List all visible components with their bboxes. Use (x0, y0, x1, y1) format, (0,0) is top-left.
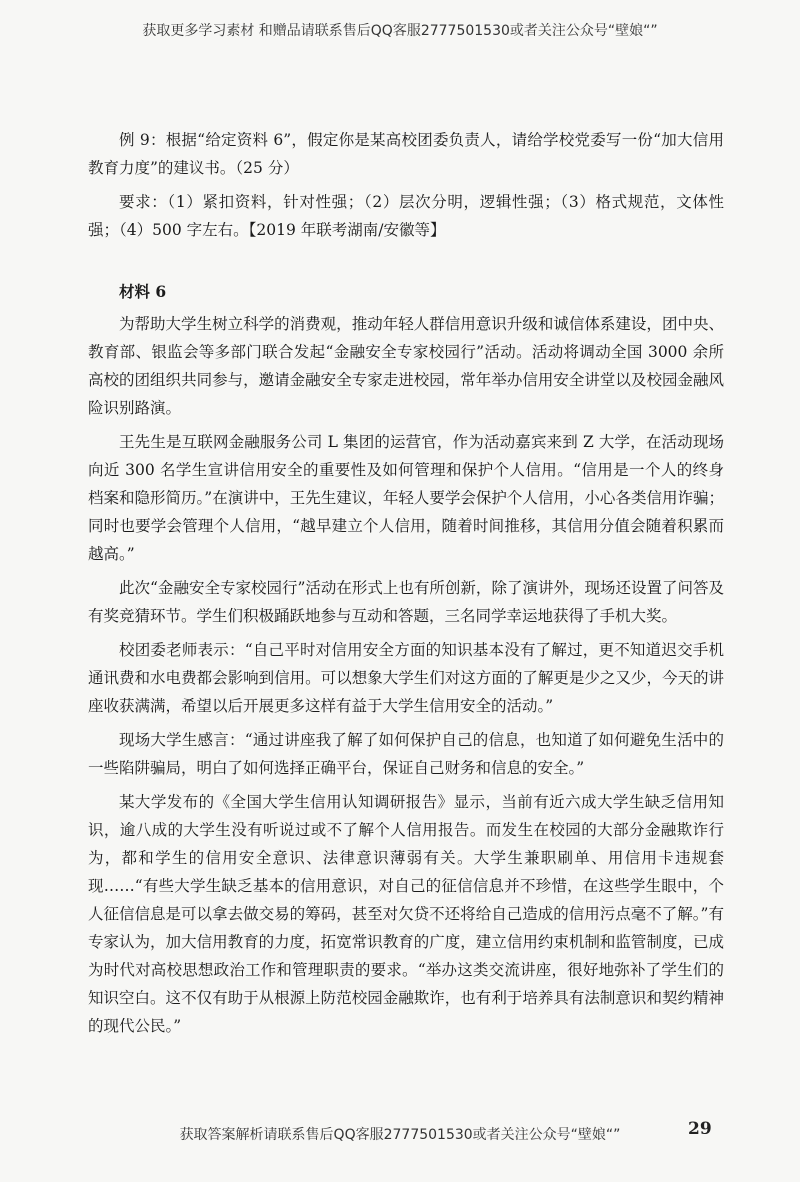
question-text: 例 9：根据“给定资料 6”，假定你是某高校团委负责人，请给学校党委写一份“加大信用教育力度”的建议书。（25 分） (88, 131, 724, 177)
material-title: 材料 6 (119, 282, 167, 301)
question-requirements: 要求：（1）紧扣资料，针对性强；（2）层次分明，逻辑性强；（3）格式规范，文体性强；（4）500 字左右。【2019 年联考湖南/安徽等】 (88, 193, 724, 239)
material-paragraph: 某大学发布的《全国大学生信用认知调研报告》显示，当前有近六成大学生缺乏信用知识，逾八成的大学生没有听说过或不了解个人信用报告。而发生在校园的大部分金融欺诈行为，都和学生的信用安全意识、法律意识薄弱有关。大学生兼职刷单、用信用卡违规套现……“有些大学生缺乏基本的信用意识，对自己的征信信息并不珍惜，在这些学生眼中，个人征信信息是可以拿去做交易的筹码，甚至对欠贷不还将给自己造成的信用污点毫不了解。”有专家认为，加大信用教育的力度，拓宽常识教育的广度，建立信用约束机制和监管制度，已成为时代对高校思想政治工作和管理职责的要求。“举办这类交流讲座，很好地弥补了学生们的知识空白。这不仅有助于从根源上防范校园金融欺诈，也有利于培养具有法制意识和契约精神的现代公民。” (88, 793, 724, 1035)
page-header: 获取更多学习素材 和赠品请联系售后QQ客服2777501530或者关注公众号“壁娘“” (142, 23, 658, 39)
material-paragraph: 现场大学生感言：“通过讲座我了解了如何保护自己的信息，也知道了如何避免生活中的一些陷阱骗局，明白了如何选择正确平台，保证自己财务和信息的安全。” (88, 731, 724, 777)
page-number: 29 (688, 1119, 712, 1139)
material-paragraph: 为帮助大学生树立科学的消费观，推动年轻人群信用意识升级和诚信体系建设，团中央、教育部、银监会等多部门联合发起“金融安全专家校园行”活动。活动将调动全国 3000 余所高校的团组织共同参与，邀请金融安全专家走进校园，常年举办信用安全讲堂以及校园金融风险识别路演。 (88, 315, 724, 417)
material-paragraph: 王先生是互联网金融服务公司 L 集团的运营官，作为活动嘉宾来到 Z 大学，在活动现场向近 300 名学生宣讲信用安全的重要性及如何管理和保护个人信用。“信用是一个人的终身档案和隐形简历。”在演讲中，王先生建议，年轻人要学会保护个人信用，小心各类信用诈骗；同时也要学会管理个人信用，“越早建立个人信用，随着时间推移，其信用分值会随着积累而越高。” (88, 433, 724, 563)
material-paragraph: 此次“金融安全专家校园行”活动在形式上也有所创新，除了演讲外，现场还设置了问答及有奖竞猜环节。学生们积极踊跃地参与互动和答题，三名同学幸运地获得了手机大奖。 (88, 579, 724, 625)
page-content (88, 126, 724, 1040)
material-paragraph: 校团委老师表示：“自己平时对信用安全方面的知识基本没有了解过，更不知道迟交手机通讯费和水电费都会影响到信用。可以想象大学生们对这方面的了解更是少之又少，今天的讲座收获满满，希望以后开展更多这样有益于大学生信用安全的活动。” (88, 641, 724, 715)
page-footer: 获取答案解析请联系售后QQ客服2777501530或者关注公众号“壁娘“” (179, 1127, 621, 1143)
